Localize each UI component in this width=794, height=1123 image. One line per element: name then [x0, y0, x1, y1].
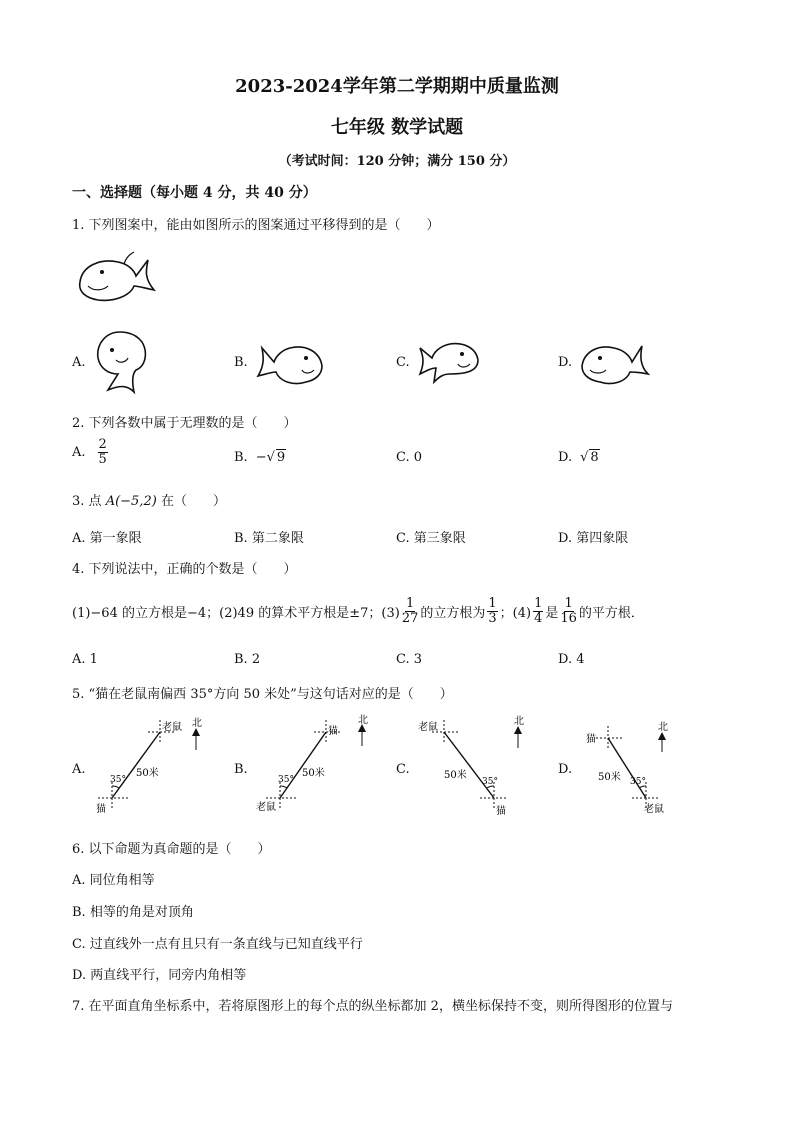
cat-label: 猫	[586, 734, 596, 745]
question-6-option-a: A. 同位角相等	[72, 873, 155, 888]
fraction	[487, 597, 497, 626]
question-4-option-a: A. 1	[72, 652, 98, 667]
direction-diagram-a	[90, 714, 220, 818]
angle-label: 35°	[278, 775, 294, 785]
north-label: 北	[658, 722, 668, 733]
statement-text: (1)−64 的立方根是−4；(2)49 的算术平方根是±7；(3)	[72, 606, 400, 621]
question-2-option-d: D. √ 8	[558, 450, 599, 465]
numerator: 1	[405, 596, 415, 611]
question-1-option-c-label: C.	[396, 355, 410, 370]
point-coordinate: A(−5,2)	[105, 494, 157, 509]
fraction	[402, 597, 419, 626]
question-4-stem: 4. 下列说法中，正确的个数是（ ）	[72, 562, 297, 577]
statement-text: 是	[545, 606, 559, 621]
question-6-stem: 6. 以下命题为真命题的是（ ）	[72, 842, 271, 857]
direction-diagram-c	[414, 714, 544, 818]
question-4-option-d: D. 4	[558, 652, 585, 667]
question-5-option-a-label: A.	[72, 762, 86, 777]
denominator: 3	[488, 611, 497, 626]
distance-label: 50米	[302, 768, 325, 779]
section-heading: 一、选择题（每小题 4 分，共 40 分）	[72, 185, 317, 201]
numerator: 1	[534, 596, 543, 611]
question-5-option-c-label: C.	[396, 762, 410, 777]
stem-suffix: 在（ ）	[160, 494, 226, 509]
cat-label: 猫	[496, 806, 506, 817]
question-5-option-d-label: D.	[558, 762, 573, 777]
fish-option-a-figure	[92, 328, 154, 396]
question-3-option-a: A. 第一象限	[72, 531, 142, 546]
minus-sign: −	[255, 450, 267, 465]
question-5-option-b-label: B.	[234, 762, 248, 777]
distance-label: 50米	[598, 772, 621, 783]
fraction	[533, 597, 543, 626]
stem-prefix: 3. 点	[72, 494, 102, 509]
north-label: 北	[192, 718, 202, 729]
option-label: D.	[558, 450, 573, 465]
angle-label: 35°	[630, 777, 646, 787]
question-4-option-c: C. 3	[396, 652, 423, 667]
question-6-option-d: D. 两直线平行，同旁内角相等	[72, 968, 247, 983]
question-4-statements	[72, 597, 644, 626]
direction-diagram-d	[578, 718, 708, 818]
distance-label: 50米	[136, 768, 159, 779]
cat-label: 猫	[96, 804, 106, 815]
question-3-option-c: C. 第三象限	[396, 531, 466, 546]
denominator: 4	[534, 611, 543, 626]
denominator: 16	[560, 611, 577, 626]
angle-label: 35°	[110, 775, 126, 785]
question-1-option-d-label: D.	[558, 355, 573, 370]
mouse-label: 老鼠	[644, 804, 664, 815]
question-4-option-b: B. 2	[234, 652, 261, 667]
question-2-option-a	[72, 438, 110, 467]
exam-subtitle: 七年级 数学试题	[330, 117, 464, 138]
question-2-option-b: B. −√ 9	[234, 450, 286, 465]
fish-option-b-figure	[256, 340, 326, 388]
numerator: 1	[488, 596, 497, 611]
question-1-stem: 1. 下列图案中，能由如图所示的图案通过平移得到的是（ ）	[72, 218, 440, 233]
question-6-option-c: C. 过直线外一点有且只有一条直线与已知直线平行	[72, 937, 363, 952]
question-3-stem	[72, 490, 226, 509]
question-3-option-d: D. 第四象限	[558, 531, 629, 546]
statement-text: 的平方根．	[578, 606, 644, 621]
exam-title: 2023-2024学年第二学期期中质量监测	[235, 76, 559, 97]
fraction	[98, 438, 108, 467]
fraction	[560, 597, 577, 626]
numerator: 1	[564, 596, 573, 611]
option-label: A.	[72, 445, 86, 460]
direction-diagram-b	[252, 714, 382, 818]
statement-text: 的立方根为	[420, 606, 486, 621]
distance-label: 50米	[444, 770, 467, 781]
fish-option-d-figure	[578, 340, 650, 388]
north-label: 北	[358, 715, 368, 726]
denominator: 27	[401, 611, 419, 626]
option-label: B.	[234, 450, 248, 465]
question-2-option-c: C. 0	[396, 450, 423, 465]
mouse-label: 老鼠	[162, 722, 182, 733]
question-1-option-a-label: A.	[72, 355, 86, 370]
angle-label: 35°	[482, 777, 498, 787]
fish-reference-figure	[74, 250, 160, 308]
question-3-option-b: B. 第二象限	[234, 531, 304, 546]
question-6-option-b: B. 相等的角是对顶角	[72, 905, 194, 920]
cat-label: 猫	[328, 726, 338, 737]
question-5-stem: 5. “猫在老鼠南偏西 35°方向 50 米处”与这句话对应的是（ ）	[72, 687, 453, 702]
question-7-stem: 7. 在平面直角坐标系中，若将原图形上的每个点的纵坐标都加 2，横坐标保持不变，则所得图形的位置与	[72, 999, 673, 1014]
question-2-stem: 2. 下列各数中属于无理数的是（ ）	[72, 416, 297, 431]
denominator: 5	[98, 452, 107, 467]
fish-option-c-figure	[418, 338, 482, 386]
numerator: 2	[98, 437, 107, 452]
question-1-option-b-label: B.	[234, 355, 248, 370]
radicand: 8	[590, 450, 599, 465]
mouse-label: 老鼠	[418, 722, 438, 733]
exam-info: （考试时间：120 分钟；满分 150 分）	[278, 154, 516, 169]
mouse-label: 老鼠	[256, 802, 276, 813]
radicand: 9	[276, 450, 286, 465]
north-label: 北	[514, 716, 524, 727]
statement-text: ；(4)	[499, 606, 532, 621]
